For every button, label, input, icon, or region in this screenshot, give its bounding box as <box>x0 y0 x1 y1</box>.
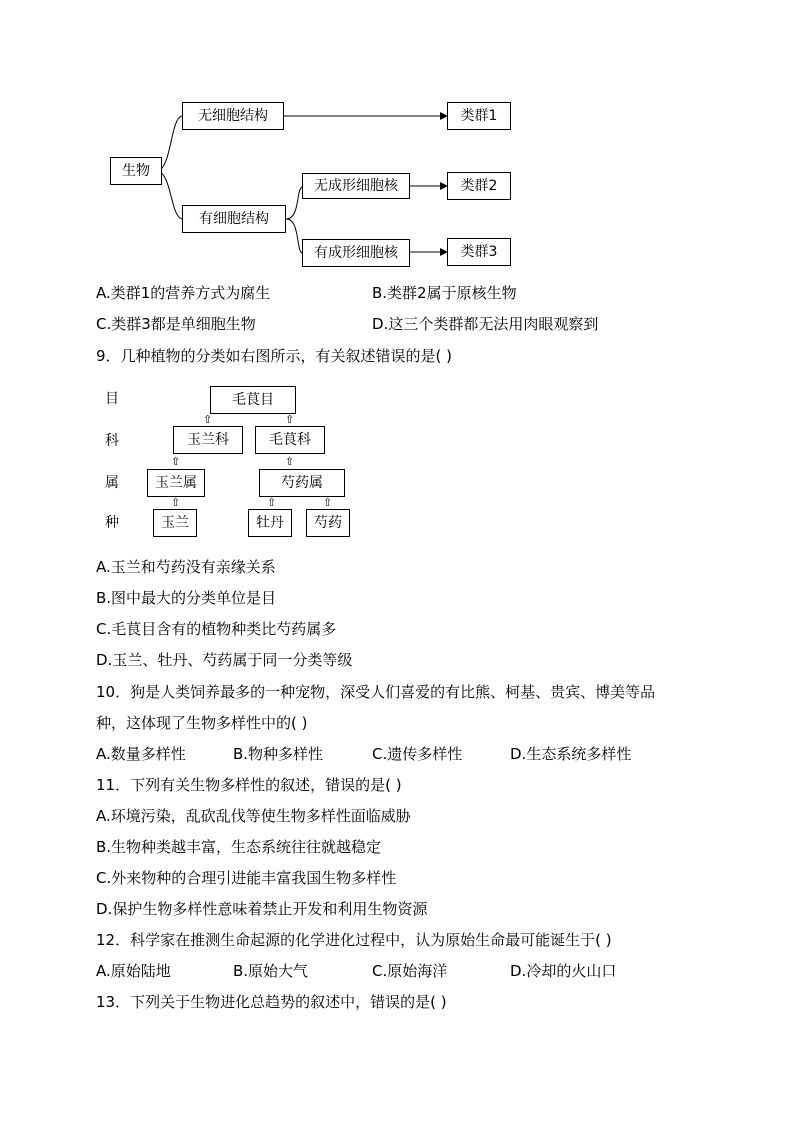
rank-label-species: 种 <box>105 515 119 531</box>
q12-option-a: A.原始陆地 <box>96 962 171 980</box>
q9-option-d: D.玉兰、牡丹、芍药属于同一分类等级 <box>96 651 353 669</box>
family2-box: 毛茛科 <box>255 426 325 454</box>
q9-option-c: C.毛茛目含有的植物种类比芍药属多 <box>96 620 337 638</box>
q10-option-c: C.遗传多样性 <box>372 745 463 763</box>
rank-label-order: 目 <box>105 391 119 407</box>
q10-stem-line2: 种，这体现了生物多样性中的( ) <box>96 714 308 732</box>
genus2-box: 芍药属 <box>259 469 345 497</box>
q11-option-c: C.外来物种的合理引进能丰富我国生物多样性 <box>96 869 397 887</box>
q11-option-d: D.保护生物多样性意味着禁止开发和利用生物资源 <box>96 900 428 918</box>
q10-option-b: B.物种多样性 <box>233 745 324 763</box>
family1-box: 玉兰科 <box>173 426 243 454</box>
species3-box: 芍药 <box>306 509 350 537</box>
q12-option-d: D.冷却的火山口 <box>510 962 617 980</box>
q12-option-b: B.原始大气 <box>233 962 309 980</box>
rank-label-genus: 属 <box>105 475 119 491</box>
q9-option-a: A.玉兰和芍药没有亲缘关系 <box>96 558 276 576</box>
q9-stem: 9．几种植物的分类如右图所示，有关叙述错误的是( ) <box>96 347 453 365</box>
q10-stem-line1: 10．狗是人类饲养最多的一种宠物，深受人们喜爱的有比熊、柯基、贵宾、博美等品 <box>96 683 656 701</box>
q12-stem: 12．科学家在推测生命起源的化学进化过程中，认为原始生命最可能诞生于( ) <box>96 931 612 949</box>
species2-box: 牡丹 <box>248 509 292 537</box>
q11-stem: 11．下列有关生物多样性的叙述，错误的是( ) <box>96 776 402 794</box>
q9-option-b: B.图中最大的分类单位是目 <box>96 589 277 607</box>
species1-box: 玉兰 <box>153 509 197 537</box>
group3-box: 类群3 <box>447 238 511 266</box>
q11-option-a: A.环境污染，乱砍乱伐等使生物多样性面临威胁 <box>96 807 411 825</box>
q8-option-d: D.这三个类群都无法用肉眼观察到 <box>372 315 599 333</box>
no-cell-structure-box: 无细胞结构 <box>182 102 284 130</box>
q11-option-b: B.生物种类越丰富，生态系统往往就越稳定 <box>96 838 382 856</box>
order-box: 毛茛目 <box>210 386 296 414</box>
up-arrow-icon: ⇧ <box>285 455 295 468</box>
q13-stem: 13．下列关于生物进化总趋势的叙述中，错误的是( ) <box>96 993 447 1011</box>
root-box: 生物 <box>110 157 162 185</box>
no-nucleus-box: 无成形细胞核 <box>302 173 410 199</box>
up-arrow-icon: ⇧ <box>323 496 333 509</box>
q10-option-d: D.生态系统多样性 <box>510 745 632 763</box>
up-arrow-icon: ⇧ <box>203 413 213 426</box>
group2-box: 类群2 <box>447 172 511 200</box>
has-nucleus-box: 有成形细胞核 <box>302 239 410 267</box>
group1-box: 类群1 <box>447 102 511 130</box>
q8-option-b: B.类群2属于原核生物 <box>372 284 517 302</box>
q8-option-c: C.类群3都是单细胞生物 <box>96 315 256 333</box>
up-arrow-icon: ⇧ <box>171 496 181 509</box>
has-cell-structure-box: 有细胞结构 <box>182 205 286 233</box>
rank-label-family: 科 <box>105 433 119 449</box>
q12-option-c: C.原始海洋 <box>372 962 448 980</box>
q10-option-a: A.数量多样性 <box>96 745 186 763</box>
up-arrow-icon: ⇧ <box>285 413 295 426</box>
up-arrow-icon: ⇧ <box>171 455 181 468</box>
q8-option-a: A.类群1的营养方式为腐生 <box>96 284 271 302</box>
up-arrow-icon: ⇧ <box>267 496 277 509</box>
genus1-box: 玉兰属 <box>147 469 205 497</box>
